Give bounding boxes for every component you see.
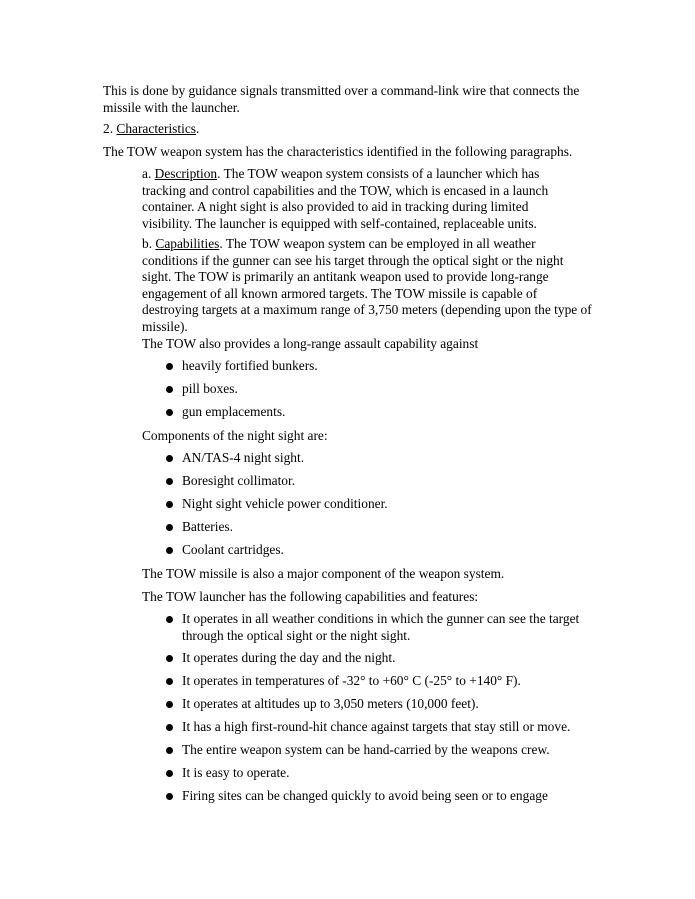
bullet-icon	[166, 747, 173, 754]
bullet-icon	[166, 524, 173, 531]
paragraph-b-title: Capabilities	[155, 236, 220, 251]
list-item: AN/TAS-4 night sight.	[182, 450, 305, 465]
bullet-icon	[166, 793, 173, 800]
bullet-icon	[166, 386, 173, 393]
bullet-icon	[166, 701, 173, 708]
list-item: It operates in temperatures of -32° to +60° C (-25° to +140° F).	[182, 673, 521, 688]
section-2-period: .	[195, 121, 200, 136]
intro-paragraph: This is done by guidance signals transmitted over a command-link wire that connects the missile with the launcher.	[103, 83, 580, 115]
list-item: Batteries.	[182, 519, 233, 534]
launcher-intro: The TOW launcher has the following capabilities and features:	[142, 589, 479, 604]
list-item: gun emplacements.	[182, 404, 286, 419]
paragraph-a-title: Description	[154, 166, 218, 181]
paragraph-a-label: a.	[142, 166, 152, 181]
list-item: The entire weapon system can be hand-carried by the weapons crew.	[182, 742, 550, 757]
list-item: It operates during the day and the night.	[182, 650, 396, 665]
bullet-icon	[166, 770, 173, 777]
paragraph-b-text: . The TOW weapon system can be employed in all weather conditions if the gunner can see his target through the optical sight or the night sight. The TOW is primarily an antitank weapon used to provide long-range engagement of all known armored targets. The TOW missile is capable of destroying targets at a maximum range of 3,750 meters (depending upon the type of missile).	[142, 236, 592, 334]
list-item: pill boxes.	[182, 381, 238, 396]
list-item: Coolant cartridges.	[182, 542, 284, 557]
list-item: It has a high first-round-hit chance against targets that stay still or move.	[182, 719, 571, 734]
section-2-title: Characteristics	[116, 121, 196, 136]
section-2-heading	[103, 121, 199, 138]
list-item: Firing sites can be changed quickly to avoid being seen or to engage	[182, 788, 548, 803]
missile-note: The TOW missile is also a major component of the weapon system.	[142, 566, 505, 581]
list-item: It operates at altitudes up to 3,050 meters (10,000 feet).	[182, 696, 479, 711]
list-item: It operates in all weather conditions in which the gunner can see the target through the optical sight or the night sight.	[182, 611, 580, 643]
paragraph-a	[142, 166, 572, 232]
section-2-number: 2.	[103, 121, 114, 136]
bullet-icon	[166, 363, 173, 370]
night-sight-intro: Components of the night sight are:	[142, 428, 328, 443]
bullet-icon	[166, 501, 173, 508]
section-2-intro: The TOW weapon system has the characteristics identified in the following paragraphs.	[103, 144, 573, 159]
list-item: It is easy to operate.	[182, 765, 290, 780]
paragraph-a-text: . The TOW weapon system consists of a launcher which has tracking and control capabilities and the TOW, which is encased in a launch container. A night sight is also provided to aid in tracking during limited visibility. The launcher is equipped with self-contained, replaceable units.	[142, 166, 549, 231]
assault-intro: The TOW also provides a long-range assault capability against	[142, 336, 479, 351]
paragraph-b-label: b.	[142, 236, 153, 251]
bullet-icon	[166, 478, 173, 485]
bullet-icon	[166, 409, 173, 416]
list-item: heavily fortified bunkers.	[182, 358, 318, 373]
bullet-icon	[166, 455, 173, 462]
bullet-icon	[166, 616, 173, 623]
list-item: Boresight collimator.	[182, 473, 296, 488]
bullet-icon	[166, 547, 173, 554]
list-item: Night sight vehicle power conditioner.	[182, 496, 388, 511]
bullet-icon	[166, 678, 173, 685]
bullet-icon	[166, 724, 173, 731]
bullet-icon	[166, 655, 173, 662]
paragraph-b	[142, 236, 592, 335]
